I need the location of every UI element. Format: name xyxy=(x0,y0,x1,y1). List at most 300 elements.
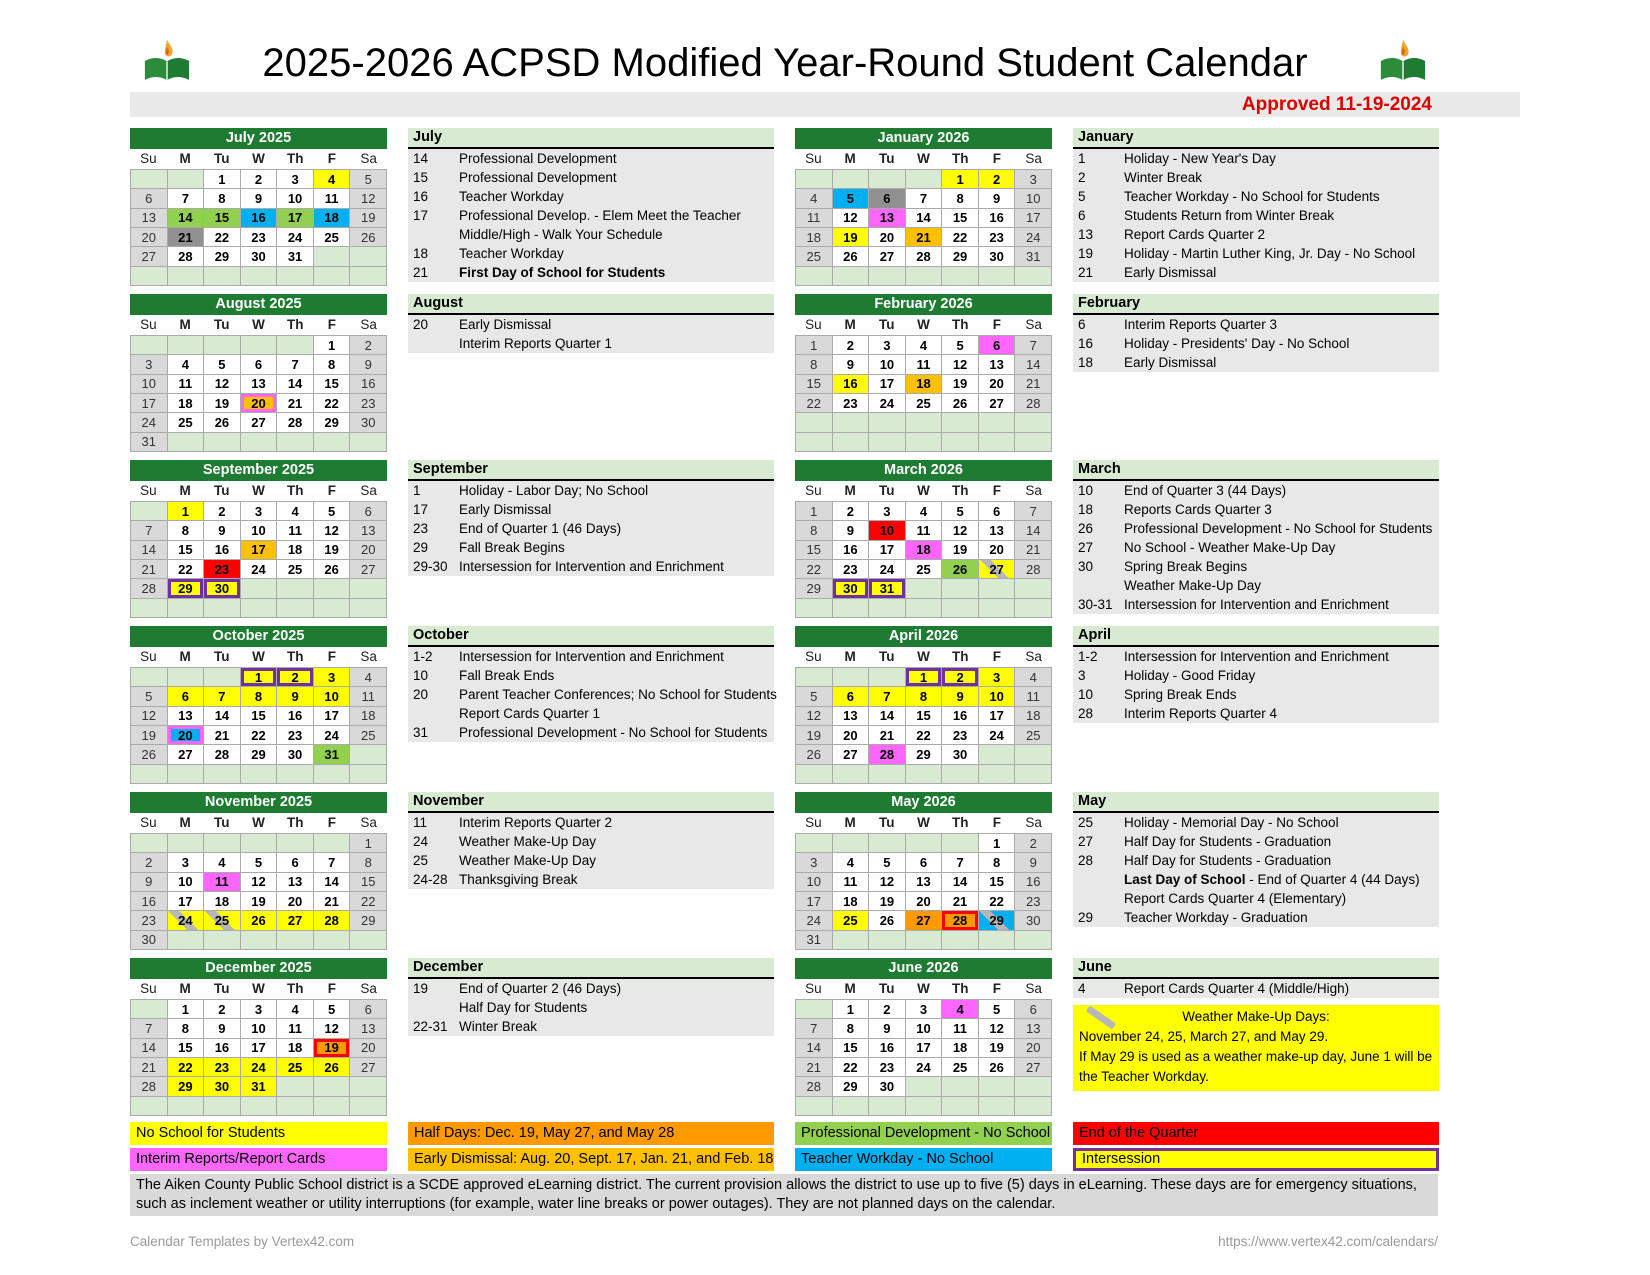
day-cell-empty xyxy=(869,170,906,189)
month-calendar-october-2025 xyxy=(130,626,387,784)
weekday-header: Su xyxy=(805,981,822,996)
week-row xyxy=(131,873,387,892)
day-cell: 16 xyxy=(204,1039,241,1058)
day-cell: 19 xyxy=(314,1039,351,1058)
month-notes-may xyxy=(1073,792,1439,950)
week-row xyxy=(131,707,387,726)
day-cell: 7 xyxy=(1015,336,1052,355)
day-cell: 29 xyxy=(350,911,387,930)
day-cell-empty xyxy=(241,433,278,452)
day-cell: 3 xyxy=(979,668,1016,687)
day-cell: 17 xyxy=(1015,209,1052,228)
day-cell: 18 xyxy=(1015,707,1052,726)
day-cell: 17 xyxy=(906,1039,943,1058)
day-cell: 18 xyxy=(277,1039,314,1058)
note-text-bold: Last Day of School xyxy=(1124,872,1246,887)
day-cell: 19 xyxy=(979,1039,1016,1058)
day-cell: 31 xyxy=(241,1077,278,1096)
day-cell: 5 xyxy=(942,336,979,355)
weekday-header: M xyxy=(844,981,856,996)
month-notes-january xyxy=(1073,128,1439,286)
day-cell-empty xyxy=(241,1097,278,1116)
day-cell: 25 xyxy=(314,228,351,247)
day-cell: 19 xyxy=(796,726,833,745)
month-notes-september xyxy=(408,460,774,618)
day-cell-empty xyxy=(168,433,205,452)
day-cell-empty xyxy=(314,834,351,853)
day-cell: 5 xyxy=(314,502,351,521)
month-title: August 2025 xyxy=(130,294,387,315)
note-line xyxy=(1073,704,1439,723)
day-cell-empty xyxy=(131,1000,168,1019)
day-cell-empty xyxy=(168,765,205,784)
day-cell: 19 xyxy=(869,892,906,911)
day-cell: 25 xyxy=(204,911,241,930)
note-day: 20 xyxy=(413,687,429,702)
day-cell: 15 xyxy=(168,541,205,560)
week-row xyxy=(131,599,387,618)
day-cell-empty xyxy=(350,247,387,266)
legend-item-professional-development-no-school: Professional Development - No School xyxy=(795,1122,1052,1145)
day-cell: 15 xyxy=(796,541,833,560)
week-row xyxy=(131,541,387,560)
day-cell: 9 xyxy=(942,687,979,706)
week-row xyxy=(796,209,1052,228)
week-row xyxy=(131,834,387,853)
note-text: Early Dismissal xyxy=(459,317,552,332)
note-line xyxy=(1073,149,1439,168)
day-cell: 28 xyxy=(204,745,241,764)
day-cell: 21 xyxy=(1015,541,1052,560)
day-cell-empty xyxy=(314,765,351,784)
month-calendar-december-2025 xyxy=(130,958,387,1116)
day-cell: 29 xyxy=(796,579,833,598)
note-text: Weather Make-Up Day xyxy=(1124,578,1262,593)
day-cell: 5 xyxy=(241,853,278,872)
day-cell: 3 xyxy=(314,668,351,687)
day-cell: 29 xyxy=(906,745,943,764)
day-cell: 5 xyxy=(979,1000,1016,1019)
day-cell-empty xyxy=(942,765,979,784)
day-cell: 17 xyxy=(796,892,833,911)
day-cell-empty xyxy=(131,170,168,189)
weekday-header: W xyxy=(917,317,930,332)
weekday-header-row xyxy=(795,149,1052,169)
day-cell: 28 xyxy=(277,413,314,432)
day-cell: 16 xyxy=(869,1039,906,1058)
day-cell: 15 xyxy=(350,873,387,892)
note-line xyxy=(408,832,774,851)
day-cell: 3 xyxy=(277,170,314,189)
note-line xyxy=(408,481,774,500)
day-cell: 26 xyxy=(314,560,351,579)
day-cell: 5 xyxy=(350,170,387,189)
weekday-header: Th xyxy=(286,483,304,498)
day-cell-empty xyxy=(204,336,241,355)
day-cell: 11 xyxy=(204,873,241,892)
day-cell: 24 xyxy=(314,726,351,745)
weekday-header-row xyxy=(130,979,387,999)
day-cell: 27 xyxy=(168,745,205,764)
weekday-header-row xyxy=(130,481,387,501)
vertex42-credit-link[interactable]: Calendar Templates by Vertex42.com xyxy=(130,1234,355,1249)
weekday-header: W xyxy=(917,483,930,498)
day-cell-empty xyxy=(942,579,979,598)
day-cell-empty xyxy=(979,433,1016,452)
day-cell: 23 xyxy=(942,726,979,745)
weekday-header-row xyxy=(795,315,1052,335)
weekday-header: Th xyxy=(951,317,969,332)
note-text: Holiday - Martin Luther King, Jr. Day - No School xyxy=(1124,246,1416,261)
day-cell: 7 xyxy=(168,189,205,208)
note-day: 16 xyxy=(413,189,429,204)
note-line xyxy=(1073,500,1439,519)
day-cell: 13 xyxy=(131,209,168,228)
day-cell: 24 xyxy=(1015,228,1052,247)
day-cell: 1 xyxy=(796,502,833,521)
day-cell: 10 xyxy=(869,521,906,540)
day-cell-empty xyxy=(314,1077,351,1096)
week-row xyxy=(131,413,387,432)
weekday-header-row xyxy=(795,481,1052,501)
day-cell: 12 xyxy=(204,375,241,394)
day-cell: 28 xyxy=(1015,394,1052,413)
weekday-header: Sa xyxy=(360,317,377,332)
note-day: 28 xyxy=(1078,706,1094,721)
day-cell: 18 xyxy=(942,1039,979,1058)
weekday-header: Sa xyxy=(1025,317,1042,332)
book-flame-logo-icon xyxy=(142,38,192,84)
day-cell: 28 xyxy=(942,911,979,930)
note-day: 1-2 xyxy=(1078,649,1098,664)
note-text: Intersession for Intervention and Enrichment xyxy=(459,649,724,664)
weekday-header: Su xyxy=(140,649,157,664)
note-line xyxy=(408,500,774,519)
day-cell-empty xyxy=(833,433,870,452)
day-cell-empty xyxy=(833,170,870,189)
month-calendar-march-2026 xyxy=(795,460,1052,618)
note-line xyxy=(1073,263,1439,282)
note-text: Holiday - Presidents' Day - No School xyxy=(1124,336,1350,351)
weekday-header: M xyxy=(179,483,191,498)
day-cell: 15 xyxy=(204,209,241,228)
day-cell: 1 xyxy=(350,834,387,853)
day-cell-empty xyxy=(350,765,387,784)
day-cell: 12 xyxy=(942,355,979,374)
day-cell: 21 xyxy=(942,892,979,911)
day-cell: 7 xyxy=(942,853,979,872)
day-cell: 24 xyxy=(979,726,1016,745)
note-line xyxy=(1073,187,1439,206)
weekday-header-row xyxy=(130,315,387,335)
day-cell: 13 xyxy=(350,521,387,540)
day-cell: 26 xyxy=(869,911,906,930)
week-row xyxy=(796,541,1052,560)
day-cell-empty xyxy=(833,599,870,618)
note-text: Interim Reports Quarter 2 xyxy=(459,815,613,830)
day-cell: 6 xyxy=(833,687,870,706)
day-cell: 8 xyxy=(942,189,979,208)
note-text: Winter Break xyxy=(459,1019,538,1034)
note-day: 29 xyxy=(413,540,429,555)
note-day: 28 xyxy=(1078,853,1094,868)
month-calendar-april-2026 xyxy=(795,626,1052,784)
month-calendar-may-2026 xyxy=(795,792,1052,950)
day-cell: 12 xyxy=(942,521,979,540)
day-cell: 20 xyxy=(277,892,314,911)
note-line xyxy=(408,1017,774,1036)
day-cell-empty xyxy=(131,267,168,286)
weekday-header: Th xyxy=(951,981,969,996)
note-day xyxy=(1073,576,1124,595)
note-day xyxy=(408,225,459,244)
week-row xyxy=(796,834,1052,853)
note-text: Intersession for Intervention and Enrichment xyxy=(1124,649,1389,664)
week-row xyxy=(796,228,1052,247)
note-line xyxy=(1073,481,1439,500)
day-cell-empty xyxy=(833,931,870,950)
day-cell-empty xyxy=(241,834,278,853)
day-cell: 12 xyxy=(131,707,168,726)
day-cell: 1 xyxy=(833,1000,870,1019)
note-day: 29-30 xyxy=(413,559,448,574)
weather-box-line: If May 29 is used as a weather make-up day, June 1 will be the Teacher Workday. xyxy=(1079,1049,1433,1084)
day-cell-empty xyxy=(979,599,1016,618)
note-line xyxy=(408,244,774,263)
day-cell: 21 xyxy=(906,228,943,247)
week-row xyxy=(131,1000,387,1019)
week-row xyxy=(131,247,387,266)
weekday-header: F xyxy=(327,815,337,830)
day-cell: 26 xyxy=(314,1058,351,1077)
day-cell-empty xyxy=(168,336,205,355)
notes-month-title: February xyxy=(1073,294,1439,315)
notes-month-title: November xyxy=(408,792,774,813)
day-cell-empty xyxy=(869,668,906,687)
weekday-header: Th xyxy=(951,815,969,830)
day-cell: 4 xyxy=(277,502,314,521)
day-cell: 14 xyxy=(869,707,906,726)
day-cell: 23 xyxy=(277,726,314,745)
day-cell: 22 xyxy=(168,1058,205,1077)
day-cell: 21 xyxy=(131,560,168,579)
day-cell: 14 xyxy=(942,873,979,892)
day-cell-empty xyxy=(796,599,833,618)
day-cell: 24 xyxy=(869,560,906,579)
day-cell: 20 xyxy=(168,726,205,745)
day-cell-empty xyxy=(979,267,1016,286)
note-day: 1 xyxy=(1078,151,1086,166)
day-cell-empty xyxy=(1015,1077,1052,1096)
note-text: Intersession for Intervention and Enrichment xyxy=(1124,597,1389,612)
day-cell: 16 xyxy=(241,209,278,228)
month-day-grid xyxy=(130,999,387,1116)
day-cell: 12 xyxy=(833,209,870,228)
weekday-header: Th xyxy=(286,151,304,166)
notes-month-title: December xyxy=(408,958,774,979)
note-line xyxy=(1073,595,1439,614)
credits-bar xyxy=(130,1234,1438,1249)
day-cell: 3 xyxy=(168,853,205,872)
day-cell: 31 xyxy=(796,931,833,950)
day-cell: 26 xyxy=(131,745,168,764)
day-cell: 2 xyxy=(277,668,314,687)
day-cell: 11 xyxy=(350,687,387,706)
day-cell-empty xyxy=(277,579,314,598)
note-day: 5 xyxy=(1078,189,1086,204)
day-cell: 25 xyxy=(350,726,387,745)
day-cell: 5 xyxy=(869,853,906,872)
month-day-grid xyxy=(130,667,387,784)
day-cell-empty xyxy=(1015,1097,1052,1116)
week-row xyxy=(796,853,1052,872)
day-cell: 28 xyxy=(131,579,168,598)
day-cell: 29 xyxy=(314,413,351,432)
legend-item-teacher-workday-no-school: Teacher Workday - No School xyxy=(795,1148,1052,1171)
note-text: Professional Development - No School for Students xyxy=(1124,521,1433,536)
week-row xyxy=(796,413,1052,432)
day-cell: 16 xyxy=(277,707,314,726)
day-cell: 22 xyxy=(204,228,241,247)
day-cell-empty xyxy=(796,433,833,452)
day-cell: 22 xyxy=(241,726,278,745)
note-text: Thanksgiving Break xyxy=(459,872,578,887)
note-day: 30-31 xyxy=(1078,597,1113,612)
notes-month-title: September xyxy=(408,460,774,481)
day-cell: 4 xyxy=(204,853,241,872)
week-row xyxy=(796,892,1052,911)
day-cell-empty xyxy=(350,931,387,950)
weekday-header: F xyxy=(327,981,337,996)
book-flame-logo-icon xyxy=(1378,38,1428,84)
day-cell-empty xyxy=(131,765,168,784)
day-cell: 13 xyxy=(869,209,906,228)
day-cell-empty xyxy=(979,1077,1016,1096)
day-cell-empty xyxy=(277,1097,314,1116)
note-text: Report Cards Quarter 4 (Elementary) xyxy=(1124,891,1347,906)
note-text: Holiday - Labor Day; No School xyxy=(459,483,649,498)
month-calendar-july-2025 xyxy=(130,128,387,286)
day-cell-empty xyxy=(277,1077,314,1096)
day-cell: 22 xyxy=(979,892,1016,911)
day-cell: 9 xyxy=(833,521,870,540)
day-cell: 10 xyxy=(869,355,906,374)
day-cell: 21 xyxy=(204,726,241,745)
weekday-header: Su xyxy=(805,649,822,664)
day-cell: 17 xyxy=(979,707,1016,726)
day-cell: 5 xyxy=(131,687,168,706)
day-cell: 17 xyxy=(131,394,168,413)
week-row xyxy=(131,209,387,228)
day-cell: 21 xyxy=(277,394,314,413)
day-cell: 18 xyxy=(314,209,351,228)
day-cell: 14 xyxy=(796,1039,833,1058)
day-cell-empty xyxy=(906,834,943,853)
day-cell: 4 xyxy=(906,336,943,355)
note-day xyxy=(408,334,459,353)
day-cell-empty xyxy=(204,931,241,950)
weekday-header: Tu xyxy=(879,483,895,498)
month-calendar-august-2025 xyxy=(130,294,387,452)
day-cell: 20 xyxy=(241,394,278,413)
day-cell: 8 xyxy=(796,521,833,540)
weekday-header: Su xyxy=(140,815,157,830)
week-row xyxy=(131,394,387,413)
vertex42-url-link[interactable]: https://www.vertex42.com/calendars/ xyxy=(1218,1234,1438,1249)
day-cell: 7 xyxy=(869,687,906,706)
week-row xyxy=(796,560,1052,579)
day-cell-empty xyxy=(241,579,278,598)
weekday-header: F xyxy=(327,317,337,332)
day-cell: 15 xyxy=(314,375,351,394)
notes-month-title: May xyxy=(1073,792,1439,813)
day-cell: 28 xyxy=(314,911,351,930)
day-cell: 21 xyxy=(314,892,351,911)
day-cell: 6 xyxy=(350,1000,387,1019)
day-cell: 27 xyxy=(869,247,906,266)
day-cell: 6 xyxy=(168,687,205,706)
day-cell: 9 xyxy=(241,189,278,208)
day-cell: 4 xyxy=(168,355,205,374)
month-calendar-january-2026 xyxy=(795,128,1052,286)
day-cell: 5 xyxy=(796,687,833,706)
note-text: Last Day of School - End of Quarter 4 (44 Days) xyxy=(1124,872,1420,887)
note-day: 24-28 xyxy=(413,872,448,887)
notes-month-title: January xyxy=(1073,128,1439,149)
day-cell: 8 xyxy=(241,687,278,706)
week-row xyxy=(131,189,387,208)
day-cell-empty xyxy=(906,433,943,452)
weekday-header-row xyxy=(130,647,387,667)
day-cell-empty xyxy=(942,267,979,286)
note-text: End of Quarter 3 (44 Days) xyxy=(1124,483,1287,498)
day-cell: 14 xyxy=(277,375,314,394)
note-text: Students Return from Winter Break xyxy=(1124,208,1335,223)
note-day: 14 xyxy=(413,151,429,166)
day-cell-empty xyxy=(314,931,351,950)
week-row xyxy=(131,911,387,930)
day-cell: 1 xyxy=(942,170,979,189)
day-cell: 20 xyxy=(906,892,943,911)
week-row xyxy=(131,502,387,521)
note-day: 16 xyxy=(1078,336,1094,351)
day-cell: 11 xyxy=(1015,687,1052,706)
day-cell-empty xyxy=(979,765,1016,784)
day-cell: 25 xyxy=(277,560,314,579)
day-cell-empty xyxy=(241,336,278,355)
note-text: Fall Break Ends xyxy=(459,668,555,683)
day-cell: 30 xyxy=(833,579,870,598)
week-row xyxy=(796,668,1052,687)
day-cell: 17 xyxy=(869,375,906,394)
day-cell: 10 xyxy=(277,189,314,208)
week-row xyxy=(131,931,387,950)
day-cell: 27 xyxy=(350,560,387,579)
day-cell: 12 xyxy=(796,707,833,726)
weekday-header: Sa xyxy=(1025,649,1042,664)
week-row xyxy=(131,560,387,579)
day-cell: 30 xyxy=(277,745,314,764)
day-cell: 29 xyxy=(833,1077,870,1096)
weekday-header: Sa xyxy=(360,815,377,830)
note-day: 10 xyxy=(1078,687,1094,702)
day-cell: 27 xyxy=(350,1058,387,1077)
month-notes-august xyxy=(408,294,774,452)
day-cell: 8 xyxy=(979,853,1016,872)
month-notes-february xyxy=(1073,294,1439,452)
day-cell-empty xyxy=(277,267,314,286)
day-cell: 29 xyxy=(241,745,278,764)
